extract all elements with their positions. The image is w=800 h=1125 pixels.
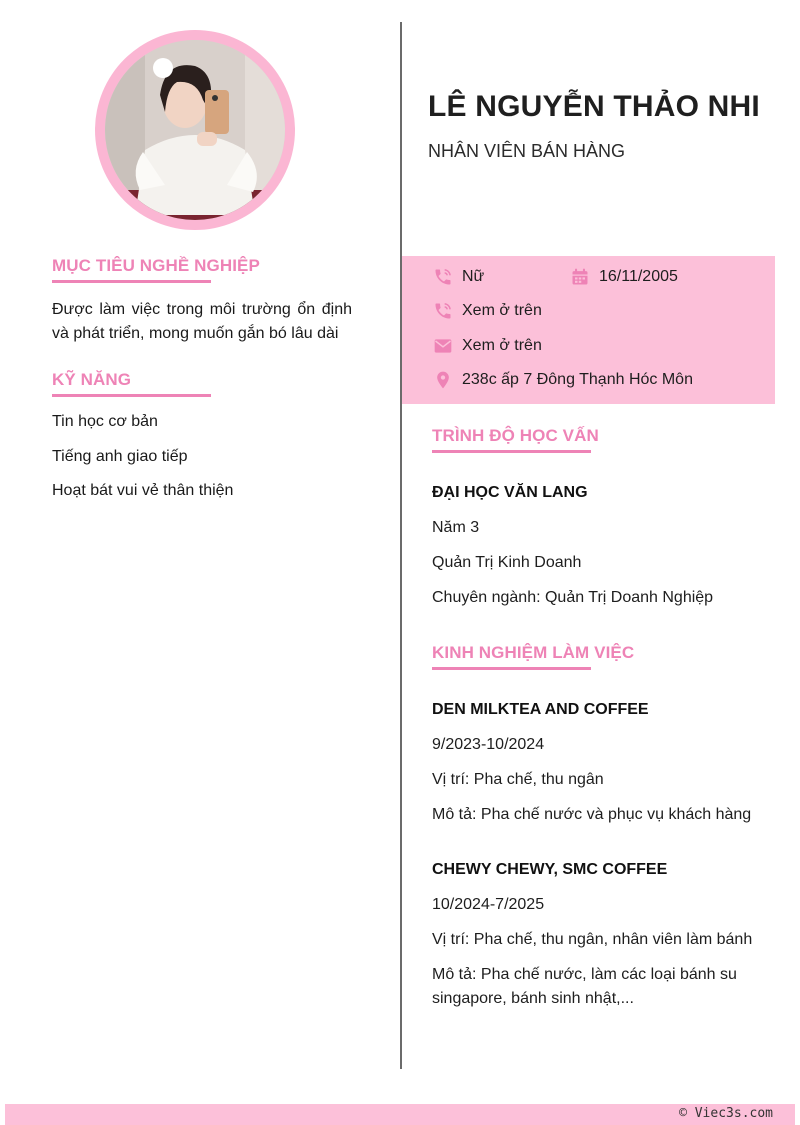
major: Chuyên ngành: Quản Trị Doanh Nghiệp (432, 589, 714, 606)
phone-icon (432, 300, 454, 322)
contact-panel (402, 256, 775, 404)
skills-title: KỸ NĂNG (52, 370, 352, 394)
job-company: DEN MILKTEA AND COFFEE (432, 701, 649, 718)
copyright-text: © Viec3s.com (679, 1106, 773, 1121)
experience-section (432, 643, 762, 1011)
phone-icon (432, 266, 454, 288)
contact-phone: Xem ở trên (432, 300, 542, 322)
faculty: Quản Trị Kinh Doanh (432, 554, 582, 571)
contact-gender: Nữ (432, 266, 484, 288)
skill-item: Hoạt bát vui vẻ thân thiện (52, 482, 234, 499)
education-title: TRÌNH ĐỘ HỌC VẤN (432, 426, 762, 450)
footer-bar (5, 1104, 795, 1125)
location-pin-icon (432, 369, 454, 391)
experience-title: KINH NGHIỆM LÀM VIỆC (432, 643, 762, 667)
skill-item: Tin học cơ bản (52, 413, 158, 430)
job-description: Mô tả: Pha chế nước, làm các loại bánh su singapore, bánh sinh nhật,... (432, 966, 737, 1007)
job-period: 10/2024-7/2025 (432, 896, 545, 913)
job-role: Vị trí: Pha chế, thu ngân, nhân viên làm bánh (432, 931, 753, 948)
job-description: Mô tả: Pha chế nước và phục vụ khách hàng (432, 806, 752, 823)
envelope-icon (432, 335, 454, 357)
contact-birthday: 16/11/2005 (569, 266, 678, 288)
contact-email: Xem ở trên (432, 335, 542, 357)
job-company: CHEWY CHEWY, SMC COFFEE (432, 861, 668, 878)
study-year: Năm 3 (432, 519, 480, 536)
education-section (432, 426, 762, 610)
skill-item: Tiếng anh giao tiếp (52, 447, 188, 465)
school-name: ĐẠI HỌC VĂN LANG (432, 484, 588, 501)
avatar-frame (95, 30, 295, 230)
calendar-icon (569, 266, 591, 288)
objective-text: Được làm việc trong môi trường ổn định và phát triển, mong muốn gắn bó lâu dài (52, 301, 352, 342)
job-role: Vị trí: Pha chế, thu ngân (432, 771, 604, 788)
candidate-name: LÊ NGUYỄN THẢO NHI (428, 90, 760, 123)
column-divider (400, 22, 402, 1069)
avatar (105, 40, 285, 220)
job-period: 9/2023-10/2024 (432, 736, 545, 753)
contact-address: 238c ấp 7 Đông Thạnh Hóc Môn (432, 369, 693, 391)
skills-list (52, 412, 352, 516)
left-column (52, 256, 352, 516)
objective-title: MỤC TIÊU NGHỀ NGHIỆP (52, 256, 352, 280)
job-position: NHÂN VIÊN BÁN HÀNG (428, 141, 626, 161)
